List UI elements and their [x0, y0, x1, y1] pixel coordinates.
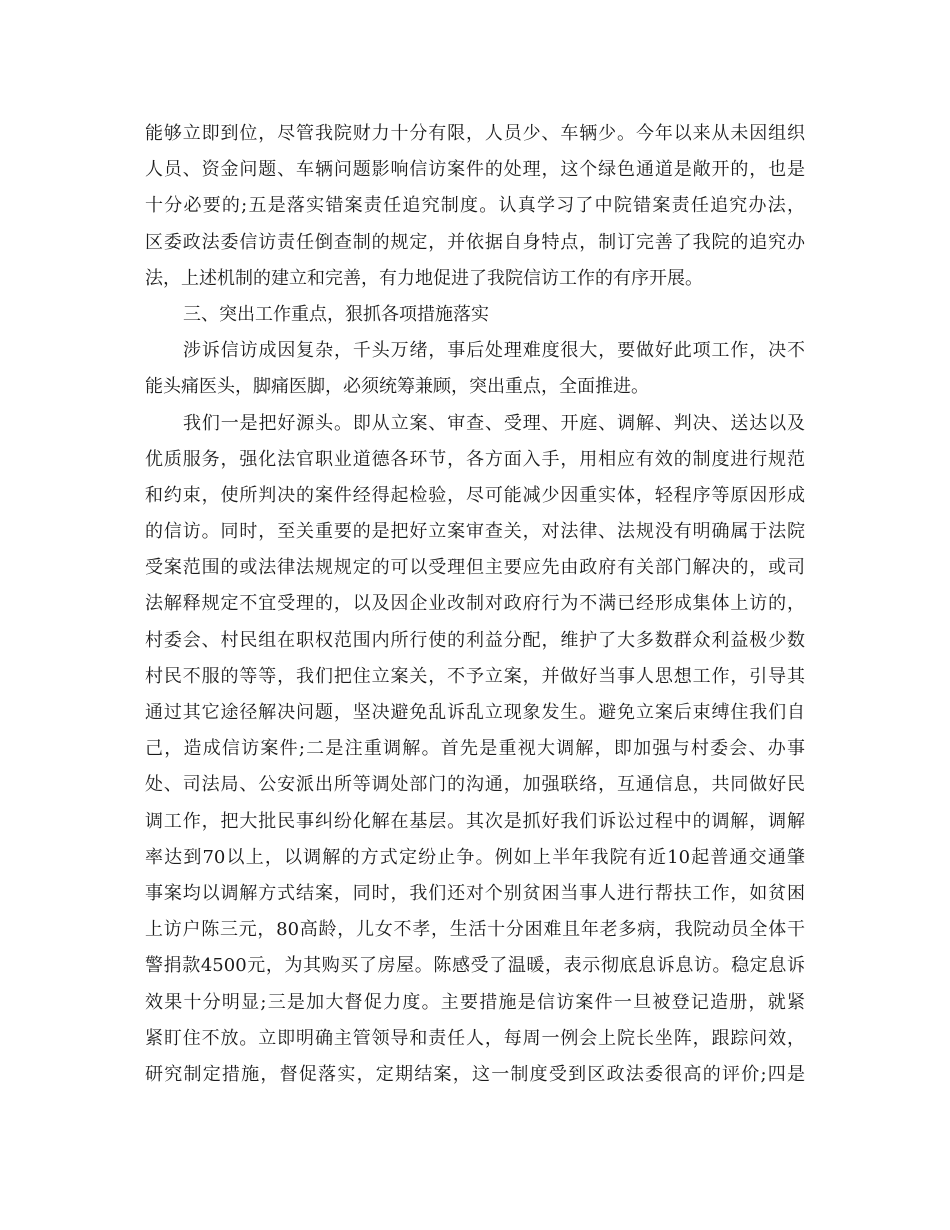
text-line: 法，上述机制的建立和完善，有力地促进了我院信访工作的有序开展。: [145, 267, 703, 289]
text-line: 效果十分明显;三是加大督促力度。主要措施是信访案件一旦被登记造册，就紧: [145, 991, 805, 1013]
text-line: 己，造成信访案件;二是注重调解。首先是重视大调解，即加强与村委会、办事: [145, 738, 805, 760]
text-line: 村委会、村民组在职权范围内所行使的利益分配，维护了大多数群众利益极少数: [145, 629, 805, 651]
text-line: 的信访。同时，至关重要的是把好立案审查关，对法律、法规没有明确属于法院: [145, 521, 805, 543]
text-line: 村民不服的等等，我们把住立案关，不予立案，并做好当事人思想工作，引导其: [145, 665, 805, 687]
text-line: 人员、资金问题、车辆问题影响信访案件的处理，这个绿色通道是敞开的，也是: [145, 159, 805, 181]
text-line: 优质服务，强化法官职业道德各环节，各方面入手，用相应有效的制度进行规范: [145, 448, 805, 470]
text-line: 率达到70以上，以调解的方式定纷止争。例如上半年我院有近10起普通交通肇: [145, 846, 805, 868]
text-line: 上访户陈三元，80高龄，儿女不孝，生活十分困难且年老多病，我院动员全体干: [145, 919, 805, 941]
text-line: 调工作，把大批民事纠纷化解在基层。其次是抓好我们诉讼过程中的调解，调解: [145, 810, 805, 832]
text-line: 事案均以调解方式结案，同时，我们还对个别贫困当事人进行帮扶工作，如贫困: [145, 882, 805, 904]
text-line: 和约束，使所判决的案件经得起检验，尽可能减少因重实体，轻程序等原因形成: [145, 484, 805, 506]
text-line: 十分必要的;五是落实错案责任追究制度。认真学习了中院错案责任追究办法，: [145, 195, 805, 217]
text-line: 警捐款4500元，为其购买了房屋。陈感受了温暖，表示彻底息诉息访。稳定息诉: [145, 955, 805, 977]
text-line: 受案范围的或法律法规规定的可以受理但主要应先由政府有关部门解决的，或司: [145, 557, 805, 579]
text-line: 法解释规定不宜受理的，以及因企业改制对政府行为不满已经形成集体上访的，: [145, 593, 805, 615]
text-line: 能头痛医头，脚痛医脚，必须统筹兼顾，突出重点，全面推进。: [145, 376, 649, 398]
text-line: 通过其它途径解决问题，坚决避免乱诉乱立现象发生。避免立案后束缚住我们自: [145, 702, 805, 723]
text-line: 我们一是把好源头。即从立案、审查、受理、开庭、调解、判决、送达以及: [183, 412, 805, 434]
text-line: 紧盯住不放。立即明确主管领导和责任人，每周一例会上院长坐阵，跟踪问效，: [145, 1027, 805, 1049]
body-text: [145, 116, 805, 1093]
text-line: 三、突出工作重点，狠抓各项措施落实: [183, 303, 489, 325]
text-line: 能够立即到位，尽管我院财力十分有限，人员少、车辆少。今年以来从未因组织: [145, 123, 805, 144]
text-line: 研究制定措施，督促落实，定期结案，这一制度受到区政法委很高的评价;四是: [145, 1063, 805, 1085]
text-line: 区委政法委信访责任倒查制的规定，并依据自身特点，制订完善了我院的追究办: [145, 231, 805, 253]
text-line: 处、司法局、公安派出所等调处部门的沟通，加强联络，互通信息，共同做好民: [145, 774, 805, 796]
text-line: 涉诉信访成因复杂，千头万绪，事后处理难度很大，要做好此项工作，决不: [183, 340, 805, 362]
